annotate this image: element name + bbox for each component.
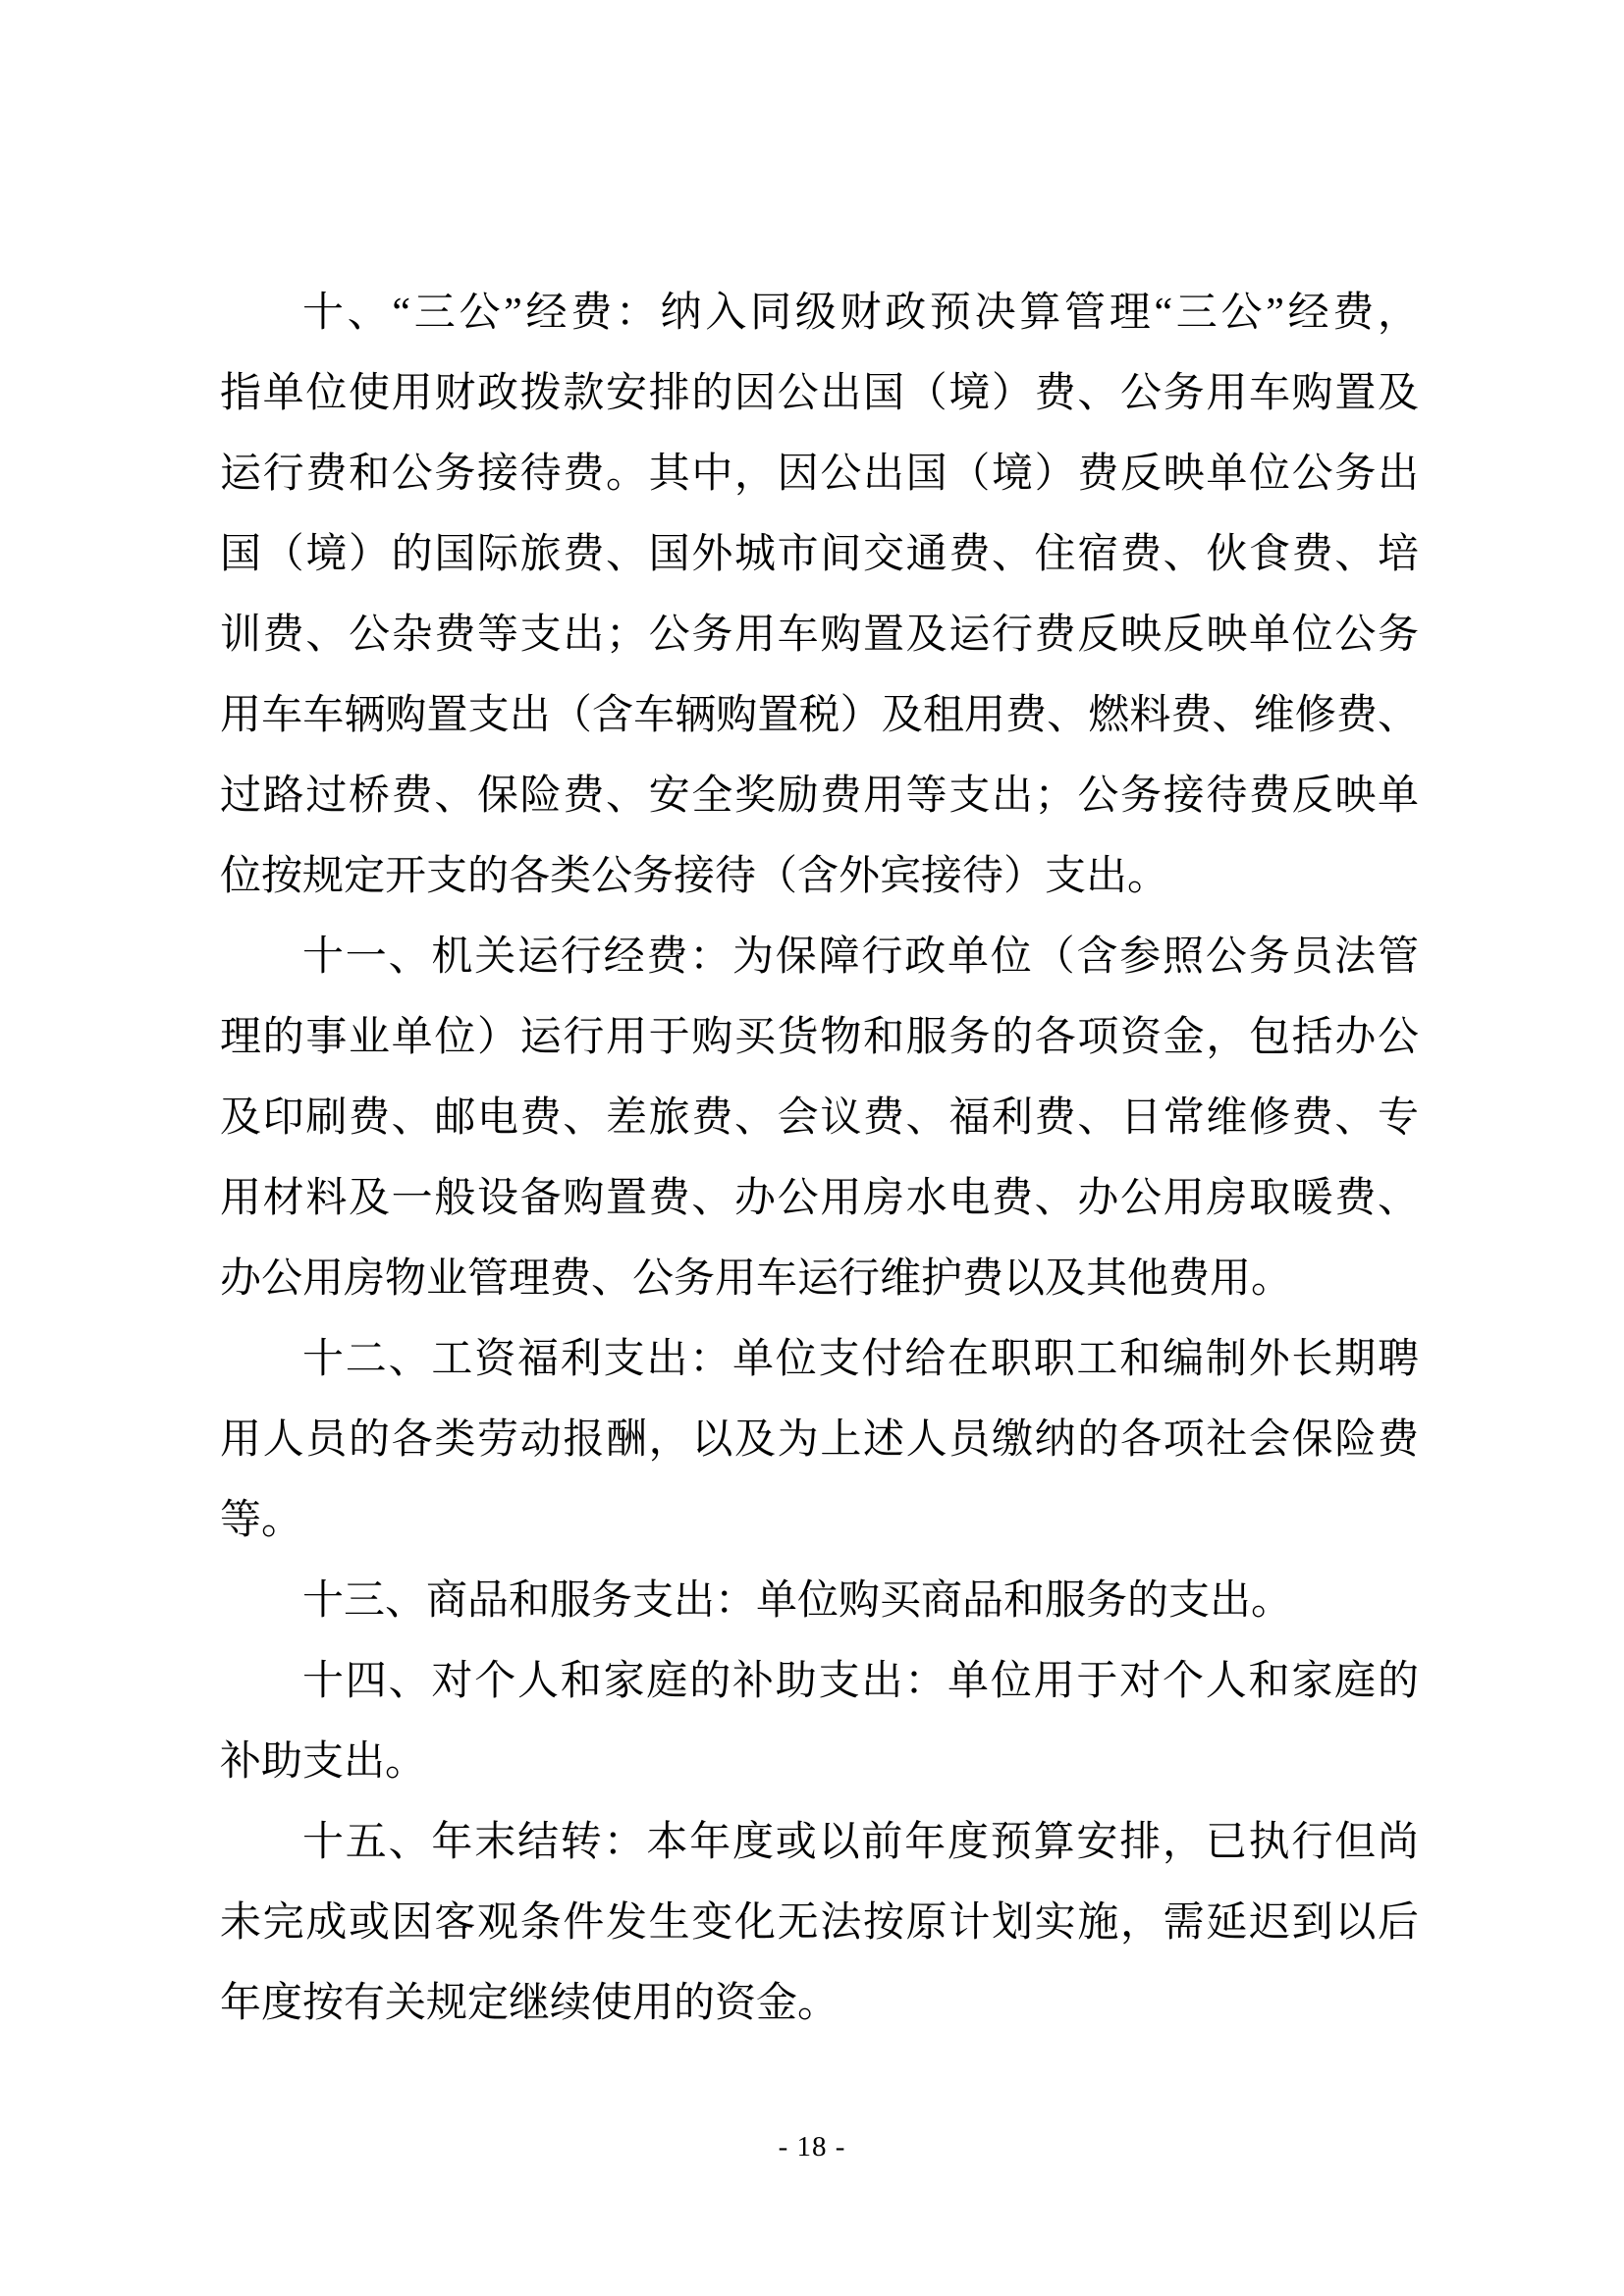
text-line: 等。 bbox=[220, 1498, 303, 1543]
text-line: 用车车辆购置支出（含车辆购置税）及租用费、燃料费、维修费、 bbox=[220, 693, 1419, 738]
paragraph bbox=[220, 1319, 1419, 1561]
paragraph bbox=[220, 1641, 1419, 1802]
document-body bbox=[220, 273, 1419, 2044]
paragraph bbox=[220, 1802, 1419, 2044]
text-line: 位按规定开支的各类公务接待（含外宾接待）支出。 bbox=[220, 854, 1169, 899]
text-line: 十四、对个人和家庭的补助支出：单位用于对个人和家庭的 bbox=[302, 1659, 1419, 1704]
paragraph bbox=[220, 917, 1419, 1319]
text-line: 过路过桥费、保险费、安全奖励费用等支出；公务接待费反映单 bbox=[220, 774, 1419, 819]
text-line: 十五、年末结转：本年度或以前年度预算安排，已执行但尚 bbox=[302, 1820, 1419, 1865]
text-line: 未完成或因客观条件发生变化无法按原计划实施，需延迟到以后 bbox=[220, 1900, 1419, 1946]
text-line: 十一、机关运行经费：为保障行政单位（含参照公务员法管 bbox=[302, 934, 1419, 980]
text-line: 运行费和公务接待费。其中，因公出国（境）费反映单位公务出 bbox=[220, 452, 1419, 497]
paragraph bbox=[220, 273, 1419, 917]
text-line: 十三、商品和服务支出：单位购买商品和服务的支出。 bbox=[302, 1578, 1293, 1624]
text-line: 用材料及一般设备购置费、办公用房水电费、办公用房取暖费、 bbox=[220, 1176, 1419, 1221]
text-line: 训费、公杂费等支出；公务用车购置及运行费反映反映单位公务 bbox=[220, 613, 1419, 658]
text-line: 十二、工资福利支出：单位支付给在职职工和编制外长期聘 bbox=[302, 1337, 1419, 1382]
paragraph bbox=[220, 1561, 1419, 1641]
text-line: 用人员的各类劳动报酬，以及为上述人员缴纳的各项社会保险费 bbox=[220, 1417, 1419, 1463]
text-line: 理的事业单位）运行用于购买货物和服务的各项资金，包括办公 bbox=[220, 1015, 1419, 1060]
text-line: 补助支出。 bbox=[220, 1739, 427, 1785]
text-line: 十、“三公”经费：纳入同级财政预决算管理“三公”经费， bbox=[302, 291, 1419, 336]
text-line: 办公用房物业管理费、公务用车运行维护费以及其他费用。 bbox=[220, 1256, 1293, 1302]
text-line: 国（境）的国际旅费、国外城市间交通费、住宿费、伙食费、培 bbox=[220, 532, 1419, 577]
text-line: 年度按有关规定继续使用的资金。 bbox=[220, 1981, 839, 2026]
text-line: 及印刷费、邮电费、差旅费、会议费、福利费、日常维修费、专 bbox=[220, 1095, 1419, 1141]
text-line: 指单位使用财政拨款安排的因公出国（境）费、公务用车购置及 bbox=[220, 371, 1419, 416]
page-number: - 18 - bbox=[778, 2131, 846, 2163]
